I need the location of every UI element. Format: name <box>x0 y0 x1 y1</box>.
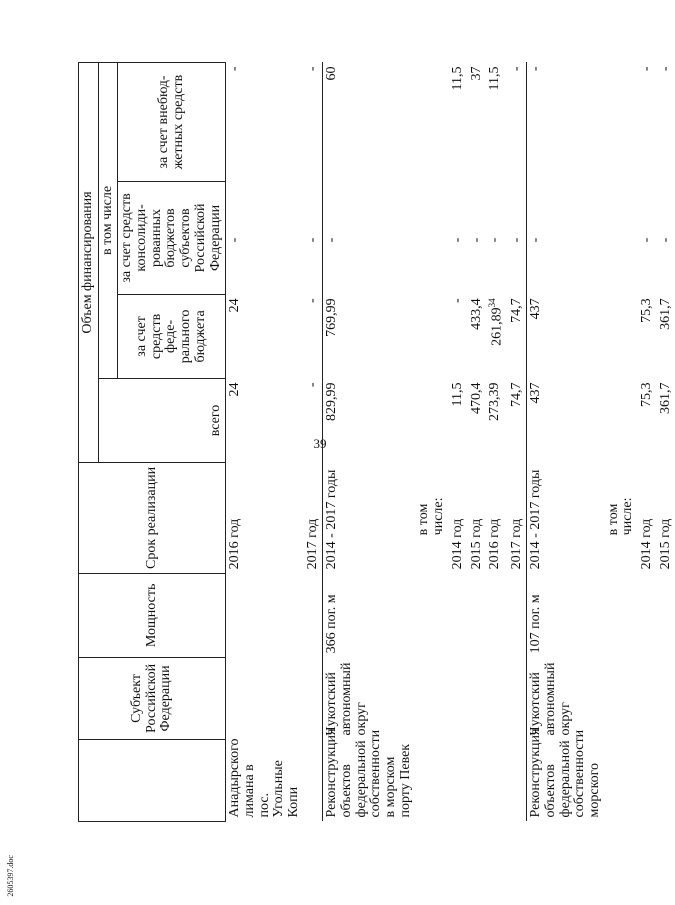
cell-federal: 24 <box>227 298 243 313</box>
cell-extra: - <box>304 66 320 72</box>
table-row <box>323 63 416 822</box>
cell-period: 2015 год <box>468 518 484 570</box>
table-row <box>468 63 487 822</box>
cell-subject: Чукотский автономный округ <box>527 657 605 739</box>
header-funding: Объем финансирования <box>79 63 99 463</box>
cell-subject <box>226 657 304 739</box>
cell-federal: 361,7 <box>657 298 673 330</box>
cell-capacity <box>605 573 638 657</box>
cell-period: 2014 - 2017 годы <box>323 463 416 574</box>
cell-extra: - <box>527 63 605 182</box>
table-row <box>486 63 507 822</box>
cell-subject <box>638 657 657 739</box>
cell-capacity: 366 пог. м <box>323 573 416 657</box>
cell-total: 361,7 <box>657 382 673 414</box>
cell-extra <box>415 63 448 182</box>
cell-extra: - <box>227 66 243 72</box>
cell-total: 470,4 <box>468 382 484 414</box>
header-extra: за счет внебюд-жетных средств <box>118 63 226 182</box>
cell-federal <box>415 294 448 378</box>
cell-total: 24 <box>227 382 243 397</box>
cell-name: Анадырского лимана в пос. Угольные Копи <box>227 738 301 818</box>
cell-federal: 437 <box>527 294 605 378</box>
cell-regional: - <box>449 237 465 243</box>
cell-extra: - <box>657 66 673 72</box>
cell-period: 2016 год <box>487 518 503 570</box>
cell-regional: - <box>527 182 605 295</box>
cell-federal: 261,89$^{34}$ <box>487 298 505 346</box>
table-row <box>304 63 323 822</box>
cell-name <box>605 739 638 821</box>
cell-period: 2016 год <box>227 518 243 570</box>
cell-regional <box>605 182 638 295</box>
cell-subject <box>486 657 507 739</box>
cell-subject <box>468 657 487 739</box>
cell-period: 2014 - 2017 годы <box>527 463 605 574</box>
cell-name <box>468 739 487 821</box>
header-capacity: Мощность <box>79 573 226 657</box>
cell-total: 273,39 <box>487 382 503 421</box>
cell-extra: - <box>639 66 655 72</box>
table-body <box>226 63 675 822</box>
header-including: в том числе <box>98 63 118 379</box>
cell-extra: 11,5 <box>487 66 503 91</box>
header-total: всего <box>98 378 226 462</box>
cell-subject <box>508 657 527 739</box>
cell-name <box>415 739 448 821</box>
header-subject: Субъект Российской Федерации <box>79 657 226 739</box>
cell-period: 2015 год <box>657 518 673 570</box>
rotated-table-container <box>78 62 673 822</box>
cell-federal <box>605 294 638 378</box>
cell-regional: - <box>323 182 416 295</box>
cell-total <box>605 378 638 462</box>
cell-capacity <box>486 573 507 657</box>
cell-total: 829,99 <box>323 378 416 462</box>
cell-capacity <box>468 573 487 657</box>
cell-regional: - <box>227 237 243 243</box>
cell-total: 11,5 <box>449 382 465 407</box>
cell-capacity <box>304 573 323 657</box>
cell-total: 437 <box>527 378 605 462</box>
cell-extra: 60 <box>323 63 416 182</box>
cell-subject <box>449 657 468 739</box>
cell-name: Реконструкция объектов федеральной собственности морского <box>527 739 605 821</box>
table-row <box>605 63 638 822</box>
cell-subject <box>304 657 323 739</box>
cell-federal: 433,4 <box>468 298 484 330</box>
cell-capacity: 107 пог. м <box>527 573 605 657</box>
cell-extra: 37 <box>468 66 484 81</box>
cell-capacity <box>415 573 448 657</box>
footnote-ref: 34 <box>487 298 498 308</box>
cell-extra: 11,5 <box>449 66 465 91</box>
document-id: 2605397.doc <box>6 855 15 897</box>
funding-table <box>78 62 675 822</box>
cell-federal: 75,3 <box>639 298 655 323</box>
cell-regional: - <box>639 237 655 243</box>
cell-subject <box>657 657 675 739</box>
table-row <box>638 63 657 822</box>
cell-name <box>449 739 468 821</box>
cell-regional: - <box>304 237 320 243</box>
cell-federal: - <box>449 298 465 304</box>
cell-federal: - <box>304 298 320 304</box>
cell-name <box>304 739 323 821</box>
table-row <box>415 63 448 822</box>
cell-capacity <box>508 573 527 657</box>
table-row <box>657 63 675 822</box>
cell-extra: - <box>508 66 524 72</box>
cell-total: 75,3 <box>639 382 655 407</box>
header-regional: за счет средств консолиди-рованных бюджетов субъектов Российской Федерации <box>118 182 226 295</box>
cell-period: 2014 год <box>449 518 465 570</box>
page-number: 39 <box>313 436 327 451</box>
header-name <box>79 739 226 821</box>
cell-total: - <box>304 382 320 388</box>
table-row <box>527 63 605 822</box>
cell-regional: - <box>657 237 673 243</box>
cell-extra <box>605 63 638 182</box>
cell-total: 74,7 <box>508 382 524 407</box>
cell-period: в том числе: <box>416 497 447 536</box>
header-federal: за счет средств феде-рального бюджета <box>118 294 226 378</box>
cell-capacity <box>449 573 468 657</box>
header-period: Срок реализации <box>79 463 226 574</box>
table-row <box>508 63 527 822</box>
cell-subject <box>415 657 448 739</box>
cell-period: 2017 год <box>508 518 524 570</box>
cell-period: в том числе: <box>605 497 636 536</box>
table-row <box>449 63 468 822</box>
cell-regional <box>415 182 448 295</box>
cell-capacity <box>657 573 675 657</box>
cell-capacity <box>638 573 657 657</box>
cell-period: 2014 год <box>639 518 655 570</box>
cell-name <box>638 739 657 821</box>
cell-name: Реконструкция объектов федеральной собственности в морском порту Певек <box>323 739 416 821</box>
cell-capacity <box>226 573 304 657</box>
cell-regional: - <box>468 237 484 243</box>
cell-subject <box>605 657 638 739</box>
cell-regional: - <box>487 237 503 243</box>
cell-period: 2017 год <box>304 518 320 570</box>
table-row <box>226 63 304 822</box>
cell-name <box>657 739 675 821</box>
cell-federal: 74,7 <box>508 298 524 323</box>
cell-federal: 769,99 <box>323 294 416 378</box>
cell-subject: Чукотский автономный округ <box>323 657 416 739</box>
cell-regional: - <box>508 237 524 243</box>
cell-name <box>486 739 507 821</box>
cell-total <box>415 378 448 462</box>
cell-name <box>508 739 527 821</box>
